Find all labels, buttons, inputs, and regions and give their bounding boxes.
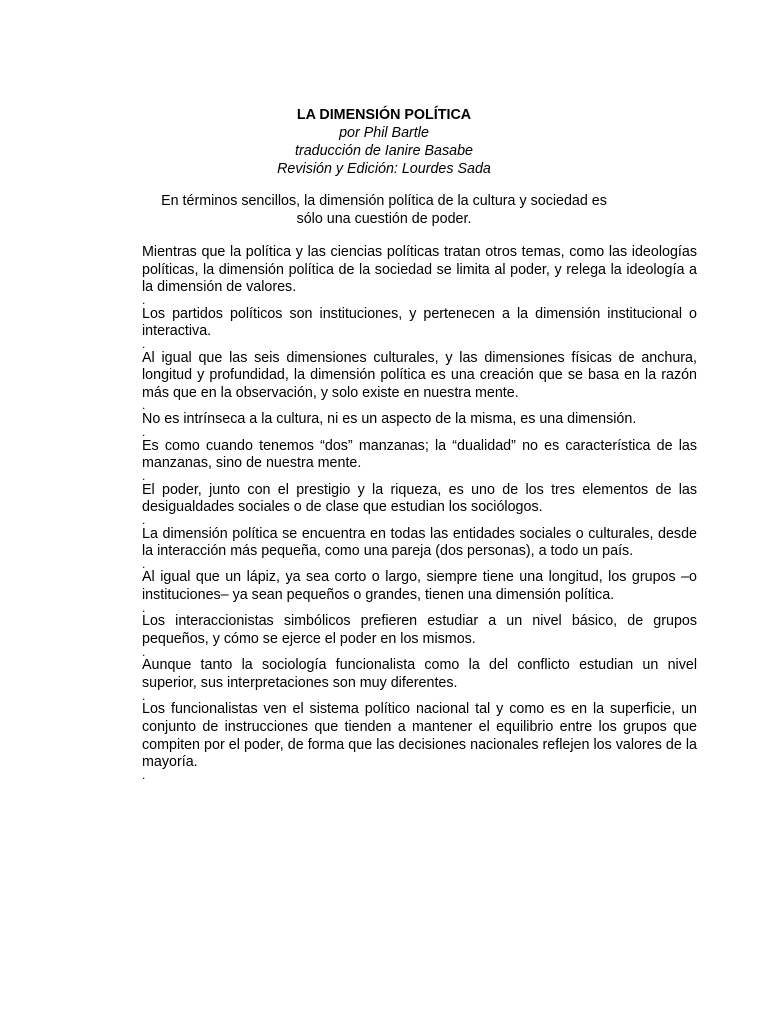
separator-dot: . bbox=[142, 424, 146, 439]
separator-dot: . bbox=[142, 600, 146, 615]
revision-line: Revisión y Edición: Lourdes Sada bbox=[277, 161, 491, 177]
author-line: por Phil Bartle bbox=[339, 125, 429, 141]
separator-dot: . bbox=[142, 398, 146, 413]
paragraph: Aunque tanto la sociología funcionalista como la del conflicto estudian un nivel superior, sus interpretaciones son muy diferentes. bbox=[142, 657, 697, 692]
separator-dot: . bbox=[142, 688, 146, 703]
paragraph: Mientras que la política y las ciencias políticas tratan otros temas, como las ideologías políticas, la dimensión política de la sociedad se limita al poder, y relega la ideología a la dimensión de valores. bbox=[142, 244, 697, 296]
paragraph: El poder, junto con el prestigio y la riqueza, es uno de los tres elementos de las desigualdades sociales o de clase que estudian los sociólogos. bbox=[142, 481, 697, 516]
separator-dot: . bbox=[142, 512, 146, 527]
paragraph: Es como cuando tenemos “dos” manzanas; la “dualidad” no es característica de las manzanas, sino de nuestra mente. bbox=[142, 437, 697, 472]
paragraph: Al igual que un lápiz, ya sea corto o largo, siempre tiene una longitud, los grupos –o instituciones– ya sean pequeños o grandes, tienen una dimensión política. bbox=[142, 569, 697, 604]
paragraph: Los partidos políticos son instituciones, y pertenecen a la dimensión institucional o interactiva. bbox=[142, 305, 697, 340]
translation-line: traducción de Ianire Basabe bbox=[294, 143, 474, 159]
separator-dot: . bbox=[142, 292, 146, 307]
separator-dot: . bbox=[142, 468, 146, 483]
paragraph: Al igual que las seis dimensiones culturales, y las dimensiones físicas de anchura, longitud y profundidad, la dimensión política es una creación que se basa en la razón más que en la observación, y solo existe en nuestra mente. bbox=[142, 349, 697, 401]
separator-dot: . bbox=[142, 556, 146, 571]
separator-dot: . bbox=[142, 644, 146, 659]
document-body bbox=[142, 244, 697, 781]
document-title: LA DIMENSIÓN POLÍTICA bbox=[296, 107, 472, 123]
paragraph: La dimensión política se encuentra en todas las entidades sociales o culturales, desde la interacción más pequeña, como una pareja (dos personas), a todo un país. bbox=[142, 525, 697, 560]
intro-paragraph: En términos sencillos, la dimensión política de la cultura y sociedad es sólo una cuestión de poder. bbox=[161, 193, 607, 227]
separator-dot: . bbox=[142, 336, 146, 351]
document-header bbox=[0, 106, 768, 178]
paragraph: Los funcionalistas ven el sistema político nacional tal y como es en la superficie, un conjunto de instrucciones que tienden a mantener el equilibrio entre los grupos que compiten por el poder, de forma que las decisiones nacionales reflejen los valores de la mayoría. bbox=[142, 701, 697, 771]
paragraph: No es intrínseca a la cultura, ni es un aspecto de la misma, es una dimensión. bbox=[142, 411, 637, 428]
separator-dot: . bbox=[142, 767, 146, 782]
paragraph: Los interaccionistas simbólicos prefieren estudiar a un nivel básico, de grupos pequeños, y cómo se ejerce el poder en los mismos. bbox=[142, 613, 697, 648]
